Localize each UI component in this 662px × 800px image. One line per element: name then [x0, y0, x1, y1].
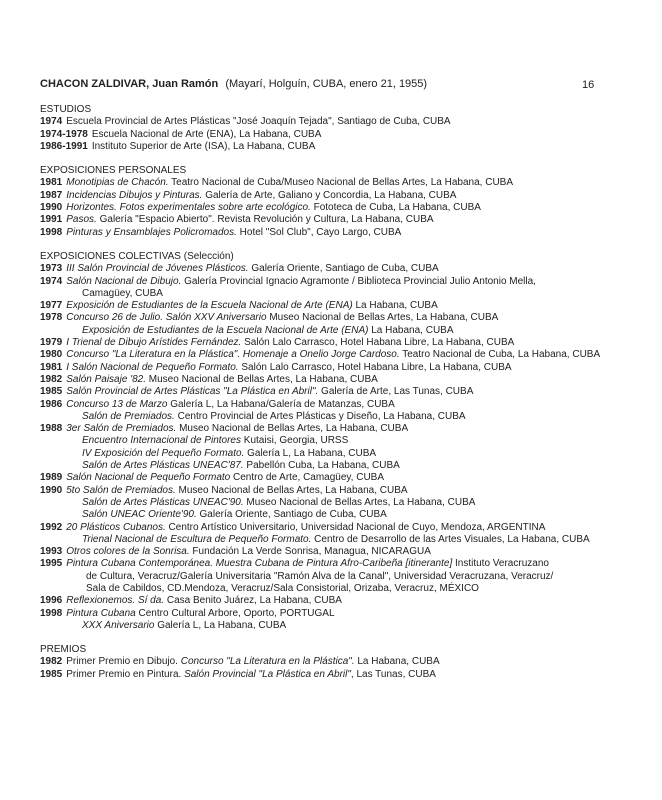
entry-row — [40, 608, 656, 620]
entry-description: Centro de Arte, Camagüey, CUBA — [230, 472, 385, 484]
entry-text — [66, 656, 656, 668]
entry-row — [40, 349, 656, 361]
entry-row — [40, 497, 656, 509]
entry-description: Hotel "Sol Club", Cayo Largo, CUBA — [236, 226, 402, 238]
entry-title-italic: Horizontes. Fotos experimentales sobre arte ecológico. — [66, 202, 311, 214]
entry-row — [40, 571, 656, 583]
entry-year: 1986 — [40, 398, 63, 410]
entry-row — [40, 263, 656, 275]
entry-description: La Habana, CUBA — [352, 300, 438, 312]
entry-continuation: Galería L, La Habana, CUBA — [244, 447, 377, 459]
entry-title-italic: I Trienal de Dibujo Arístides Fernández. — [66, 337, 242, 349]
entry-location: La Habana, CUBA — [354, 656, 440, 668]
artist-header — [40, 78, 600, 90]
entry-year: 1995 — [40, 558, 63, 570]
entry-text — [66, 116, 656, 128]
entry-row — [40, 411, 656, 423]
entry-location: , Las Tunas, CUBA — [350, 668, 436, 680]
entry-row — [40, 190, 656, 202]
entry-description: Museo Nacional de Bellas Artes, La Habana, CUBA — [176, 423, 409, 435]
entry-text — [66, 276, 656, 288]
entry-year: 1980 — [40, 349, 63, 361]
entry-description: Museo Nacional de Bellas Artes, La Habana, CUBA — [146, 373, 378, 385]
entry-continuation: Kutaisi, Georgia, URSS — [241, 435, 349, 447]
entry-year: 1973 — [40, 263, 63, 275]
entry-year: 1998 — [40, 226, 63, 238]
entry-description: Salón Lalo Carrasco, Hotel Habana Libre, La Habana, CUBA — [241, 337, 515, 349]
entry-text — [66, 214, 656, 226]
entry-description: Galería Provincial Ignacio Agramonte / Biblioteca Provincial Julio Antonio Mella, — [181, 275, 536, 287]
entry-text — [66, 362, 656, 374]
entry-text — [66, 227, 656, 239]
entry-row — [40, 116, 656, 128]
entry-text — [66, 399, 656, 411]
entry-title-italic: Concurso "La Literatura en la Plástica". — [180, 656, 355, 668]
entry-text — [66, 522, 656, 534]
entry-text — [66, 349, 656, 361]
entry-continuation: de Cultura, Veracruz/Galería Universitaria "Ramón Alva de la Canal", Universidad Veracruzana, Veracruz/ — [86, 570, 554, 582]
entry-year: 1974-1978 — [40, 128, 88, 140]
entry-year: 1989 — [40, 472, 63, 484]
entry-description: Instituto Veracruzano — [452, 558, 549, 570]
entry-row — [40, 202, 656, 214]
entry-row — [40, 522, 656, 534]
entry-row — [40, 620, 656, 632]
entry-row — [40, 595, 656, 607]
entry-text — [66, 472, 656, 484]
entry-text — [66, 337, 656, 349]
entry-description: Fundación La Verde Sonrisa, Managua, NICARAGUA — [189, 546, 431, 558]
entry-year: 1988 — [40, 423, 63, 435]
entry-title-italic: Pintura Cubana Contemporánea. Muestra Cubana de Pintura Afro-Caribeña [itinerante] — [66, 558, 453, 570]
entry-year: 1981 — [40, 177, 63, 189]
section-title: ESTUDIOS — [40, 104, 92, 115]
section-title: PREMIOS — [40, 644, 87, 656]
entry-row — [40, 558, 656, 570]
entry-description: Galería de Arte, Galiano y Concordia, La Habana, CUBA — [202, 189, 457, 201]
entry-row — [40, 374, 656, 386]
entry-row — [40, 399, 656, 411]
entry-text — [66, 608, 656, 620]
entry-text — [66, 263, 656, 275]
section-title: EXPOSICIONES PERSONALES — [40, 165, 187, 177]
entry-row — [40, 177, 656, 189]
entry-text — [66, 546, 656, 558]
entry-row — [40, 448, 656, 460]
entry-title-italic: 5to Salón de Premiados. — [66, 484, 176, 496]
entry-title-italic: Salón de Artes Plásticas UNEAC'87. — [82, 460, 244, 472]
entry-row — [40, 362, 656, 374]
entry-row — [40, 337, 656, 349]
entry-title-italic: Pintura Cubana — [66, 607, 136, 619]
entry-title-italic: Incidencias Dibujos y Pinturas. — [66, 189, 203, 201]
entry-text — [66, 202, 656, 214]
entry-description: Escuela Nacional de Arte (ENA), La Habana, CUBA — [91, 128, 322, 140]
entry-title-italic: Salón de Premiados. — [82, 410, 175, 422]
entry-year: 1996 — [40, 595, 63, 607]
entry-description: Teatro Nacional de Cuba, La Habana, CUBA — [399, 349, 601, 361]
section-estudios — [40, 104, 656, 153]
entry-year: 1982 — [40, 656, 63, 668]
entry-year: 1978 — [40, 312, 63, 324]
entry-year: 1974 — [40, 116, 63, 128]
entry-description: Casa Benito Juárez, La Habana, CUBA — [164, 595, 342, 607]
entry-year: 1977 — [40, 300, 63, 312]
section-exposiciones-colectivas — [40, 251, 656, 632]
entry-text — [66, 595, 656, 607]
entry-title-italic: I Salón Nacional de Pequeño Formato. — [66, 361, 239, 373]
entry-row — [40, 546, 656, 558]
artist-bio: (Mayarí, Holguín, CUBA, enero 21, 1955) — [225, 78, 428, 90]
entry-continuation: Camagüey, CUBA — [82, 287, 163, 299]
entry-description: Primer Premio en Dibujo. — [66, 656, 181, 668]
entry-row — [40, 669, 656, 681]
entry-text — [66, 386, 656, 398]
entry-text — [66, 485, 656, 497]
entry-row — [40, 386, 656, 398]
entry-row — [40, 435, 656, 447]
artist-name: CHACON ZALDIVAR, Juan Ramón — [40, 78, 219, 90]
entry-title-italic: Salón Provincial de Artes Plásticas "La Plástica en Abril". — [66, 386, 319, 398]
entry-title-italic: 20 Plásticos Cubanos. — [66, 521, 166, 533]
entry-title-italic: Concurso 26 de Julio. Salón XXV Aniversario — [66, 312, 267, 324]
entry-continuation: La Habana, CUBA — [368, 324, 454, 336]
entry-year: 1981 — [40, 361, 63, 373]
entry-description: Centro Cultural Arbore, Oporto, PORTUGAL — [135, 607, 335, 619]
entry-text — [66, 423, 656, 435]
entry-year: 1979 — [40, 337, 63, 349]
entry-row — [40, 300, 656, 312]
entry-row — [40, 509, 656, 521]
entry-continuation: Centro Provincial de Artes Plásticas y Diseño, La Habana, CUBA — [174, 410, 466, 422]
entry-description: Teatro Nacional de Cuba/Museo Nacional de Bellas Artes, La Habana, CUBA — [168, 177, 514, 189]
entry-row — [40, 214, 656, 226]
entry-title-italic: Encuentro Internacional de Pintores — [82, 435, 241, 447]
entry-continuation: Sala de Cabildos, CD.Mendoza, Veracruz/Sala Consistorial, Orizaba, Veracruz, MÉXICO — [86, 582, 479, 594]
entry-title-italic: Salón Paisaje '82. — [66, 373, 146, 385]
entry-row — [40, 288, 656, 300]
entry-text — [66, 669, 656, 681]
entry-row — [40, 325, 656, 337]
entry-text — [66, 300, 656, 312]
entry-description: Galería de Arte, Las Tunas, CUBA — [318, 386, 474, 398]
entry-row — [40, 129, 656, 141]
entry-row — [40, 534, 656, 546]
entry-continuation: Galería L, La Habana, CUBA — [154, 619, 287, 631]
entry-continuation: Centro de Desarrollo de las Artes Visuales, La Habana, CUBA — [311, 533, 590, 545]
entry-title-italic: Trienal Nacional de Escultura de Pequeño Formato. — [82, 533, 312, 545]
entry-year: 1992 — [40, 521, 63, 533]
entry-title-italic: Otros colores de la Sonrisa. — [66, 546, 190, 558]
entry-row — [40, 141, 656, 153]
entry-year: 1998 — [40, 607, 63, 619]
entry-title-italic: Pasos. — [66, 214, 97, 226]
entry-row — [40, 583, 656, 595]
entry-continuation: Museo Nacional de Bellas Artes, La Habana, CUBA — [243, 496, 476, 508]
entry-continuation: Pabellón Cuba, La Habana, CUBA — [243, 460, 400, 472]
entry-title-italic: Concurso 13 de Marzo — [66, 398, 168, 410]
entry-year: 1987 — [40, 189, 63, 201]
entry-year: 1991 — [40, 214, 63, 226]
entry-title-italic: Concurso "La Literatura en la Plástica". Homenaje a Onelio Jorge Cardoso. — [66, 349, 400, 361]
section-premios — [40, 644, 656, 681]
entry-description: Primer Premio en Pintura. — [66, 668, 185, 680]
entry-row — [40, 485, 656, 497]
entry-text — [92, 141, 656, 153]
entry-text — [66, 177, 656, 189]
entry-description: Instituto Superior de Arte (ISA), La Habana, CUBA — [91, 140, 316, 152]
entry-row — [40, 276, 656, 288]
page-number: 16 — [582, 79, 595, 91]
entry-title-italic: 3er Salón de Premiados. — [66, 423, 177, 435]
entry-text — [66, 374, 656, 386]
entry-continuation: Galería Oriente, Santiago de Cuba, CUBA — [196, 509, 387, 521]
entry-description: Galería "Espacio Abierto". Revista Revolución y Cultura, La Habana, CUBA — [96, 214, 434, 226]
entry-description: Salón Lalo Carrasco, Hotel Habana Libre, La Habana, CUBA — [238, 361, 512, 373]
entry-title-italic: Reflexionemos. Sí da. — [66, 595, 165, 607]
entry-description: Museo Nacional de Bellas Artes, La Habana, CUBA — [175, 484, 408, 496]
entry-title-italic: Monotipias de Chacón. — [66, 177, 169, 189]
entry-title-italic: XXX Aniversario — [82, 619, 155, 631]
entry-row — [40, 472, 656, 484]
entry-description: Fototeca de Cuba, La Habana, CUBA — [310, 202, 481, 214]
entry-title-italic: Salón de Artes Plásticas UNEAC'90. — [82, 496, 244, 508]
entry-title-italic: Salón Nacional de Pequeño Formato — [66, 472, 231, 484]
entry-year: 1986-1991 — [40, 140, 88, 152]
entry-title-italic: III Salón Provincial de Jóvenes Plásticos. — [66, 263, 249, 275]
entry-row — [40, 460, 656, 472]
entry-description: Galería L, La Habana/Galería de Matanzas, CUBA — [167, 398, 395, 410]
entry-year: 1982 — [40, 373, 63, 385]
entry-year: 1990 — [40, 202, 63, 214]
entry-text — [66, 312, 656, 324]
cv-content — [40, 104, 656, 693]
section-exposiciones-personales — [40, 165, 656, 239]
entry-title-italic: Salón UNEAC Oriente'90. — [82, 509, 197, 521]
entry-text — [66, 190, 656, 202]
entry-text — [66, 558, 656, 570]
entry-row — [40, 227, 656, 239]
entry-title-italic: Exposición de Estudiantes de la Escuela Nacional de Arte (ENA) — [66, 300, 353, 312]
entry-title-italic: Pinturas y Ensamblajes Policromados. — [66, 226, 237, 238]
entry-year: 1985 — [40, 668, 63, 680]
entry-description: Centro Artístico Universitario, Universidad Nacional de Cuyo, Mendoza, ARGENTINA — [165, 521, 546, 533]
entry-title-italic: Salón Nacional de Dibujo. — [66, 275, 182, 287]
entry-year: 1985 — [40, 386, 63, 398]
entry-row — [40, 423, 656, 435]
entry-row — [40, 656, 656, 668]
entry-description: Escuela Provincial de Artes Plásticas "José Joaquín Tejada", Santiago de Cuba, CUBA — [66, 116, 451, 128]
entry-title-italic: Exposición de Estudiantes de la Escuela Nacional de Arte (ENA) — [82, 324, 369, 336]
section-title: EXPOSICIONES COLECTIVAS (Selección) — [40, 250, 234, 262]
entry-year: 1974 — [40, 275, 63, 287]
entry-year: 1993 — [40, 546, 63, 558]
entry-description: Galería Oriente, Santiago de Cuba, CUBA — [248, 263, 439, 275]
entry-title-italic: IV Exposición del Pequeño Formato. — [82, 447, 245, 459]
entry-row — [40, 312, 656, 324]
entry-year: 1990 — [40, 484, 63, 496]
entry-text — [92, 129, 656, 141]
entry-title-italic: Salón Provincial "La Plástica en Abril" — [184, 668, 351, 680]
entry-description: Museo Nacional de Bellas Artes, La Habana, CUBA — [266, 312, 499, 324]
